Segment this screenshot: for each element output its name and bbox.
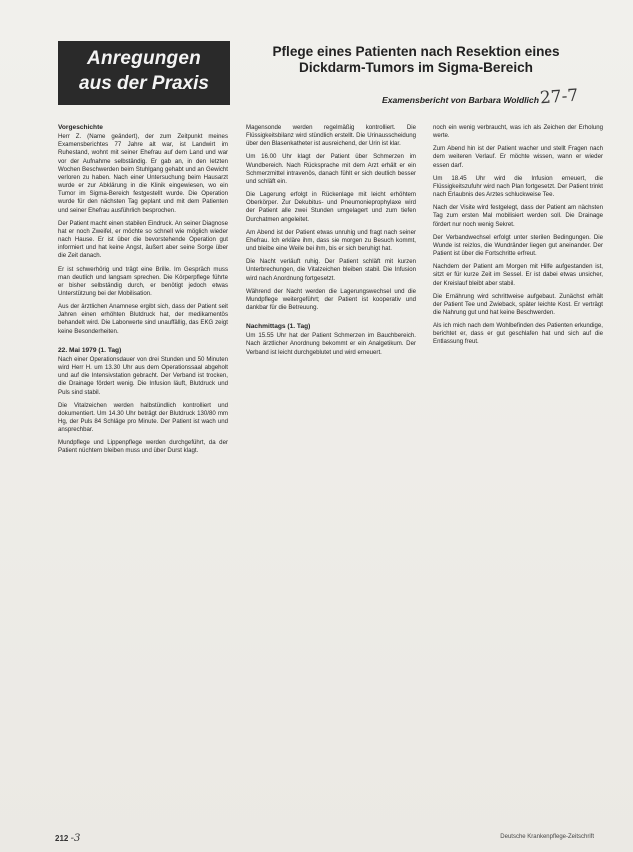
paragraph: Zum Abend hin ist der Patient wacher und stellt Fragen nach dem weiteren Verlauf. Er möchte wissen, wann er wieder essen darf. (433, 145, 603, 169)
text-column-2 (246, 124, 416, 824)
article-title (246, 44, 586, 76)
banner-line-2: aus der Praxis (79, 73, 209, 94)
paragraph: Er ist schwerhörig und trägt eine Brille. Im Gespräch muss man deutlich und langsam sprechen. Die Körperpflege führte er bisher selbständig durch, er benötigt jedoch etwas Unterstützung bei der Mobilisation. (58, 265, 228, 297)
paragraph: Während der Nacht werden die Lagerungswechsel und die Mundpflege weitergeführt; der Patient ist kooperativ und dankbar für die Betreuung. (246, 287, 416, 311)
paragraph: Die Lagerung erfolgt in Rückenlage mit leicht erhöhtem Oberkörper. Zur Dekubitus- und Pneumonieprophylaxe wird der Patient alle zwei Stunden umgelagert und zum tiefen Durchatmen angeleitet. (246, 191, 416, 223)
paragraph: Die Vitalzeichen werden halbstündlich kontrolliert und dokumentiert. Um 14.30 Uhr beträgt der Blutdruck 130/80 mm Hg, der Puls 84 Schläge pro Minute. Der Patient ist wach und ansprechbar. (58, 401, 228, 434)
paragraph: Mundpflege und Lippenpflege werden durchgeführt, da der Patient nüchtern bleiben muss und über Durst klagt. (58, 439, 228, 455)
paragraph: Am Abend ist der Patient etwas unruhig und fragt nach seiner Ehefrau. Ich erkläre ihm, dass sie morgen zu Besuch kommt, und bleibe eine Weile bei ihm, bis er sich beruhigt hat. (246, 228, 416, 253)
paragraph: Der Verbandwechsel erfolgt unter sterilen Bedingungen. Die Wunde ist reizlos, die Wundränder liegen gut aneinander. Der Patient ist über die Fortschritte erfreut. (433, 233, 603, 258)
pen-mark: -3 (70, 833, 81, 844)
paragraph: Die Ernährung wird schrittweise aufgebaut. Zunächst erhält der Patient Tee und Zwieback, später leichte Kost. Er verträgt die Nahrung gut und hat keine Beschwerden. (433, 292, 603, 316)
paragraph: Als ich mich nach dem Wohlbefinden des Patienten erkundige, berichtet er, dass er gut geschlafen hat und sich auf die Entlassung freut. (433, 322, 603, 346)
paragraph: Magensonde werden regelmäßig kontrolliert. Die Flüssigkeitsbilanz wird stündlich erstellt. Die Urinausscheidung über den Blasenkatheter ist ausreichend, der Urin ist klar. (246, 124, 416, 148)
paragraph: Die Nacht verläuft ruhig. Der Patient schläft mit kurzen Unterbrechungen, die Vitalzeichen bleiben stabil. Die Infusion wird nach Anordnung fortgesetzt. (246, 258, 416, 282)
paragraph: Der Patient macht einen stabilen Eindruck. An seiner Diagnose hat er noch Zweifel, er möchte so schnell wie möglich wieder nach Hause. Er ist über die bevorstehende Operation gut informiert und hat keine Angst, äußert aber seine Sorge über die Zeit danach. (58, 219, 228, 260)
page-number (55, 833, 80, 844)
paragraph: Herr Z. (Name geändert), der zum Zeitpunkt meines Examensberichtes 77 Jahre alt war, ist Landwirt im Ruhestand, wohnt mit seiner Ehefrau auf dem Land und war vor der Aufnahme selbständig. Er gab an, in den letzten Wochen Beschwerden beim Stuhlgang gehabt und an Gewicht verloren zu haben. Nach einer Untersuchung beim Hausarzt wurde er zur Abklärung in die Klinik eingewiesen, wo ein Tumor im Sigma-Bereich festgestellt wurde. Die Operation wurde für den nächsten Tag geplant und mit dem Patienten und seiner Ehefrau ausführlich besprochen. (58, 133, 228, 214)
journal-footer: Deutsche Krankenpflege-Zeitschrift (500, 834, 594, 840)
byline: Examensbericht von Barbara Woldlich (382, 95, 539, 105)
paragraph: Um 18.45 Uhr wird die Infusion erneuert, die Flüssigkeitszufuhr wird nach Plan fortgesetzt. Der Patient trinkt nach Erlaubnis des Arztes schluckweise Tee. (433, 174, 603, 199)
paragraph: Um 16.00 Uhr klagt der Patient über Schmerzen im Wundbereich. Nach Rücksprache mit dem Arzt erhält er ein Schmerzmittel intravenös, danach fühlt er sich deutlich besser und schläft ein. (246, 153, 416, 185)
page-number-value: 212 (55, 834, 69, 843)
text-column-3 (433, 124, 603, 824)
paragraph: Nachdem der Patient am Morgen mit Hilfe aufgestanden ist, sitzt er für kurze Zeit im Sessel. Er ist dabei etwas unsicher, der Kreislauf bleibt aber stabil. (433, 263, 603, 287)
paragraph: Nach einer Operationsdauer von drei Stunden und 50 Minuten wird Herr H. um 13.30 Uhr aus dem Operationssaal abgeholt und auf die Intensivstation gebracht. Der Verband ist trocken, die Drainage fördert wenig. Die Infusion läuft, Blutdruck und Puls sind stabil. (58, 355, 228, 396)
paragraph: noch ein wenig verbraucht, was ich als Zeichen der Erholung werte. (433, 124, 603, 140)
title-line-2: Dickdarm-Tumors im Sigma-Bereich (299, 60, 533, 75)
paragraph: Um 15.55 Uhr hat der Patient Schmerzen im Bauchbereich. Nach ärztlicher Anordnung bekommt er ein Analgetikum. Der Verband ist leicht durchgeblutet und wird erneuert. (246, 332, 416, 356)
text-column-1 (58, 124, 228, 824)
banner-line-1: Anregungen (87, 48, 201, 69)
section-heading: Nachmittags (1. Tag) (246, 323, 311, 331)
title-line-1: Pflege eines Patienten nach Resektion eines (272, 44, 560, 59)
section-banner (58, 41, 230, 105)
paragraph: Aus der ärztlichen Anamnese ergibt sich, dass der Patient seit Jahren einen erhöhten Blutdruck hat, der medikamentös behandelt wird. Die Laborwerte sind unauffällig, das EKG zeigt keine Besonderheiten. (58, 303, 228, 335)
paragraph: Nach der Visite wird festgelegt, dass der Patient am nächsten Tag zum ersten Mal mobilisiert werden soll. Die Drainage fördert nur noch wenig Sekret. (433, 204, 603, 228)
section-heading: 22. Mai 1979 (1. Tag) (58, 346, 122, 354)
handwritten-note: 27-7 (539, 85, 579, 109)
section-heading: Vorgeschichte (58, 124, 103, 131)
